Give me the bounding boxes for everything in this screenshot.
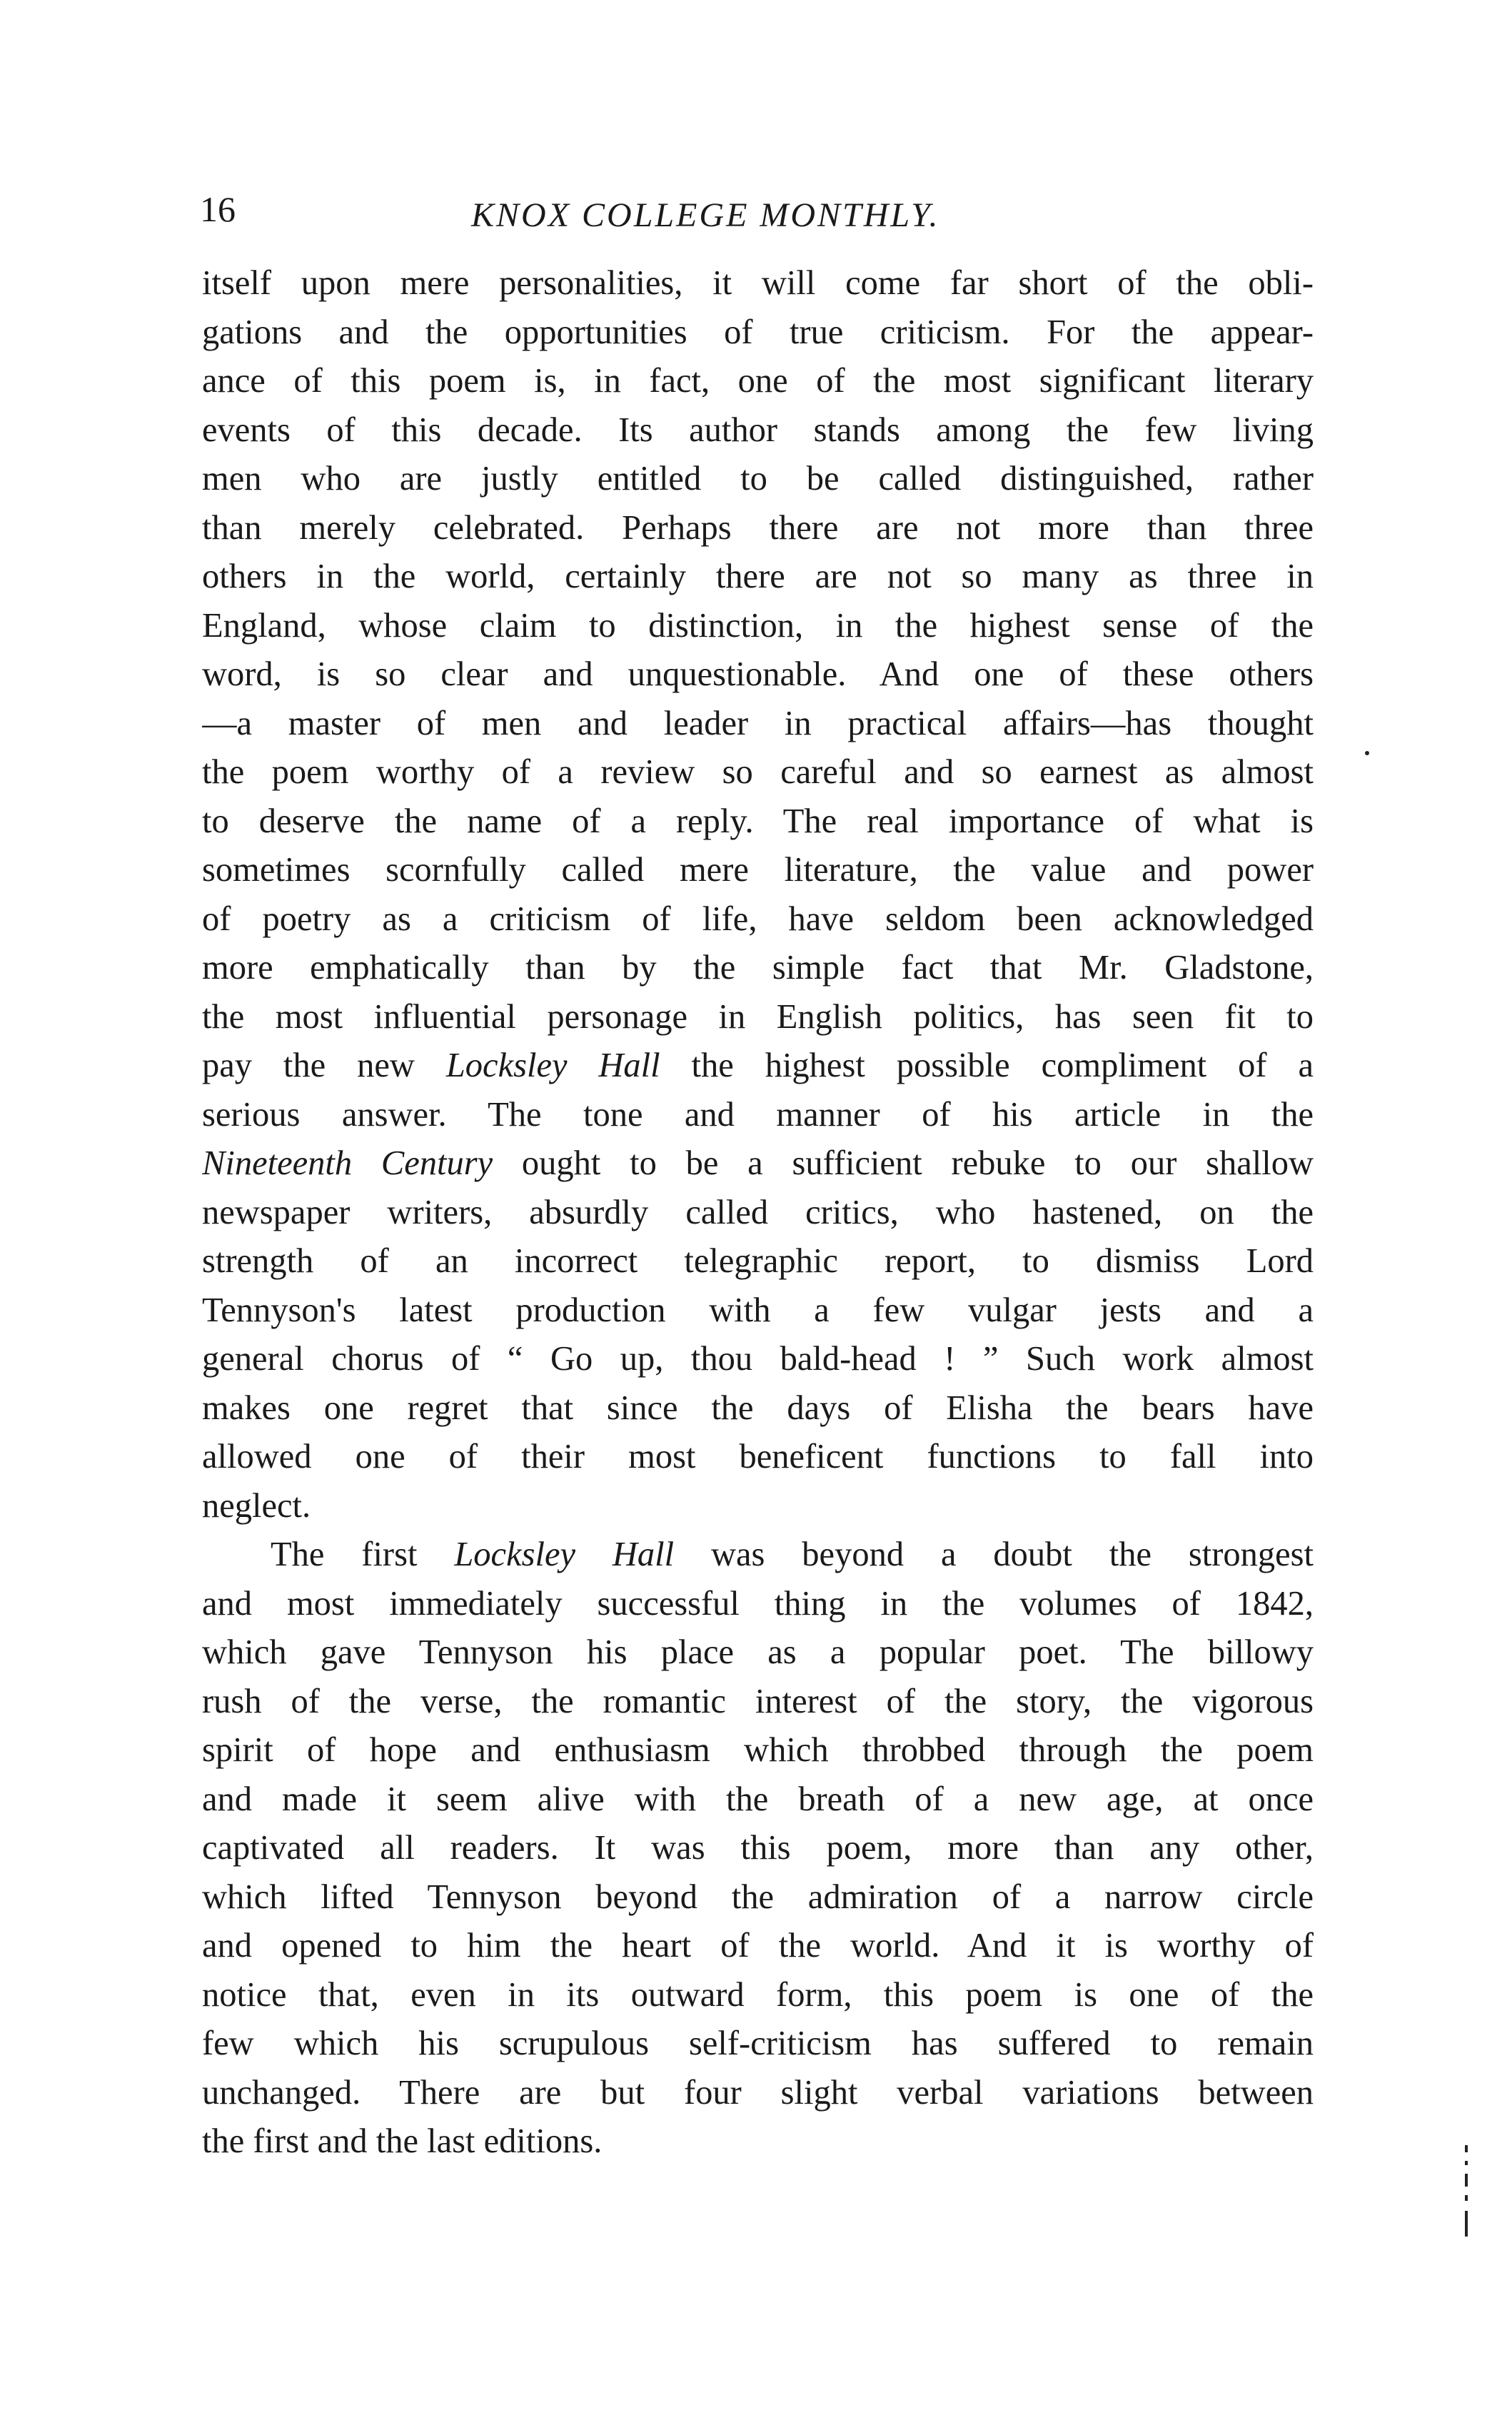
text-segment: general chorus of “ Go up, thou bald-head ! ” Such work almost — [202, 1340, 1314, 1378]
text-line — [202, 455, 1314, 504]
text-segment: gations and the opportunities of true criticism. For the appear- — [202, 313, 1314, 351]
text-segment: the highest possible compliment of a — [660, 1047, 1314, 1084]
text-line — [202, 797, 1314, 847]
text-segment: to deserve the name of a reply. The real importance of what is — [202, 802, 1314, 840]
text-segment: notice that, even in its outward form, this poem is one of the — [202, 1975, 1314, 2014]
text-segment: which gave Tennyson his place as a popular poet. The billowy — [202, 1633, 1314, 1671]
text-line — [202, 650, 1314, 700]
margin-mark — [1365, 751, 1369, 755]
paragraph — [202, 259, 1314, 1531]
text-segment: than merely celebrated. Perhaps there are not more than three — [202, 508, 1314, 547]
text-line — [202, 406, 1314, 455]
text-line — [202, 1580, 1314, 1629]
paragraph — [202, 1531, 1314, 2167]
text-line — [202, 1922, 1314, 1971]
text-segment: the most influential personage in English politics, has seen fit to — [202, 997, 1314, 1036]
running-head-title: KNOX COLLEGE MONTHLY. — [471, 196, 940, 234]
text-line — [202, 1384, 1314, 1433]
body-text — [202, 259, 1314, 2167]
text-segment: makes one regret that since the days of Elisha the bears have — [202, 1388, 1314, 1427]
text-line — [202, 1139, 1314, 1189]
text-line — [202, 2117, 1314, 2167]
text-segment: The first — [271, 1536, 455, 1573]
text-line — [202, 1824, 1314, 1873]
text-line — [202, 1482, 1314, 1531]
text-segment: ance of this poem is, in fact, one of the most significant literary — [202, 362, 1314, 400]
text-segment: pay the new — [202, 1047, 446, 1084]
text-segment: others in the world, certainly there are not so many as three in — [202, 558, 1314, 595]
text-segment: Tennyson's latest production with a few vulgar jests and a — [202, 1291, 1314, 1329]
text-line — [202, 504, 1314, 553]
text-line — [202, 1628, 1314, 1678]
text-segment: and made it seem alive with the breath of a new age, at once — [202, 1780, 1314, 1818]
text-line — [202, 1189, 1314, 1238]
text-line — [202, 1091, 1314, 1140]
text-segment: strength of an incorrect telegraphic report, to dismiss Lord — [202, 1242, 1314, 1280]
text-line — [202, 308, 1314, 358]
text-line — [202, 846, 1314, 895]
text-line — [202, 553, 1314, 602]
text-segment: ought to be a sufficient rebuke to our shallow — [493, 1144, 1314, 1182]
text-segment: of poetry as a criticism of life, have seldom been acknowledged — [202, 899, 1314, 938]
text-segment: which lifted Tennyson beyond the admiration of a narrow circle — [202, 1877, 1314, 1916]
text-segment: the poem worthy of a review so careful and so earnest as almost — [202, 753, 1314, 791]
text-line — [202, 1042, 1314, 1091]
text-line — [202, 602, 1314, 651]
edge-mark — [1463, 2145, 1469, 2238]
text-line — [202, 1237, 1314, 1286]
text-segment: neglect. — [202, 1486, 311, 1525]
text-segment: men who are justly entitled to be called distinguished, rather — [202, 460, 1314, 498]
text-segment: was beyond a doubt the strongest — [674, 1536, 1314, 1573]
text-line — [202, 1971, 1314, 2020]
text-line — [202, 1726, 1314, 1775]
text-segment: allowed one of their most beneficent functions to fall into — [202, 1438, 1314, 1476]
italic-title: Locksley Hall — [445, 1047, 660, 1084]
text-segment: captivated all readers. It was this poem, more than any other, — [202, 1829, 1314, 1867]
text-line — [202, 944, 1314, 993]
text-segment: and most immediately successful thing in the volumes of 1842, — [202, 1584, 1314, 1623]
text-line — [202, 1433, 1314, 1482]
text-line — [202, 2069, 1314, 2118]
text-line — [202, 700, 1314, 749]
text-segment: newspaper writers, absurdly called critics, who hastened, on the — [202, 1193, 1314, 1231]
page-number: 16 — [200, 189, 236, 229]
text-line — [202, 748, 1314, 797]
text-line — [202, 993, 1314, 1042]
text-segment: —a master of men and leader in practical affairs—has thought — [202, 704, 1314, 742]
text-line — [202, 1873, 1314, 1922]
italic-title: Locksley Hall — [454, 1536, 675, 1573]
italic-title: Nineteenth Century — [202, 1144, 493, 1182]
text-line — [202, 895, 1314, 944]
text-segment: spirit of hope and enthusiasm which throbbed through the poem — [202, 1731, 1314, 1769]
text-line — [202, 1775, 1314, 1825]
text-segment: few which his scrupulous self-criticism has suffered to remain — [202, 2025, 1314, 2062]
text-segment: England, whose claim to distinction, in the highest sense of the — [202, 606, 1314, 645]
text-line — [202, 1531, 1314, 1580]
text-segment: and opened to him the heart of the world. And it is worthy of — [202, 1927, 1314, 1965]
text-segment: itself upon mere personalities, it will come far short of the obli- — [202, 264, 1314, 302]
text-segment: the first and the last editions. — [202, 2122, 603, 2160]
text-line — [202, 1286, 1314, 1336]
text-segment: unchanged. There are but four slight verbal variations between — [202, 2073, 1314, 2112]
text-line — [202, 2020, 1314, 2069]
text-segment: more emphatically than by the simple fact that Mr. Gladstone, — [202, 949, 1314, 987]
text-segment: rush of the verse, the romantic interest of the story, the vigorous — [202, 1682, 1314, 1720]
text-segment: events of this decade. Its author stands among the few living — [202, 410, 1314, 449]
text-segment: word, is so clear and unquestionable. And one of these others — [202, 655, 1314, 693]
text-line — [202, 357, 1314, 406]
text-line — [202, 259, 1314, 308]
text-line — [202, 1678, 1314, 1727]
text-line — [202, 1335, 1314, 1384]
text-segment: serious answer. The tone and manner of his article in the — [202, 1095, 1314, 1134]
text-segment: sometimes scornfully called mere literature, the value and power — [202, 851, 1314, 889]
